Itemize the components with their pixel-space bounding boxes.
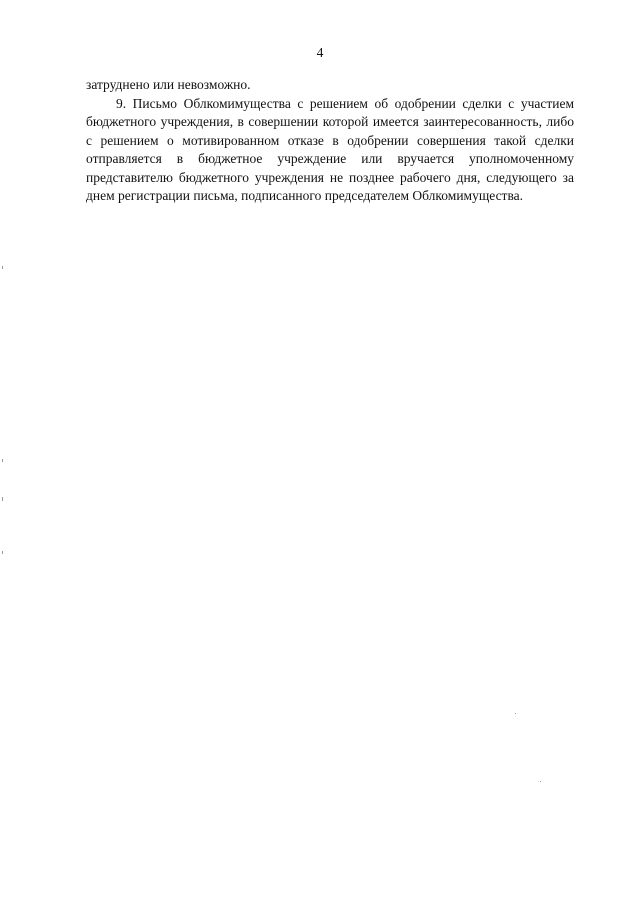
document-body <box>86 76 574 206</box>
scan-speck <box>2 497 3 501</box>
paragraph-item-9: 9. Письмо Облкомимущества с решением об одобрении сделки с участием бюджетного учреждения, в совершении которой имеется заинтересованность, либо с решением о мотивированном отказе в одобрении совершения такой сделки отправляется в бюджетное учреждение или вручается уполномоченному представителю бюджетного учреждения не позднее рабочего дня, следующего за днем регистрации письма, подписанного председателем Облкомимущества. <box>86 95 574 203</box>
scan-speck <box>540 781 541 782</box>
page-number: 4 <box>316 45 324 60</box>
scan-speck <box>2 459 3 462</box>
scan-speck <box>2 551 3 554</box>
scan-speck <box>515 713 516 714</box>
scan-speck <box>2 266 3 269</box>
paragraph-continuation: затруднено или невозможно. <box>86 77 251 92</box>
